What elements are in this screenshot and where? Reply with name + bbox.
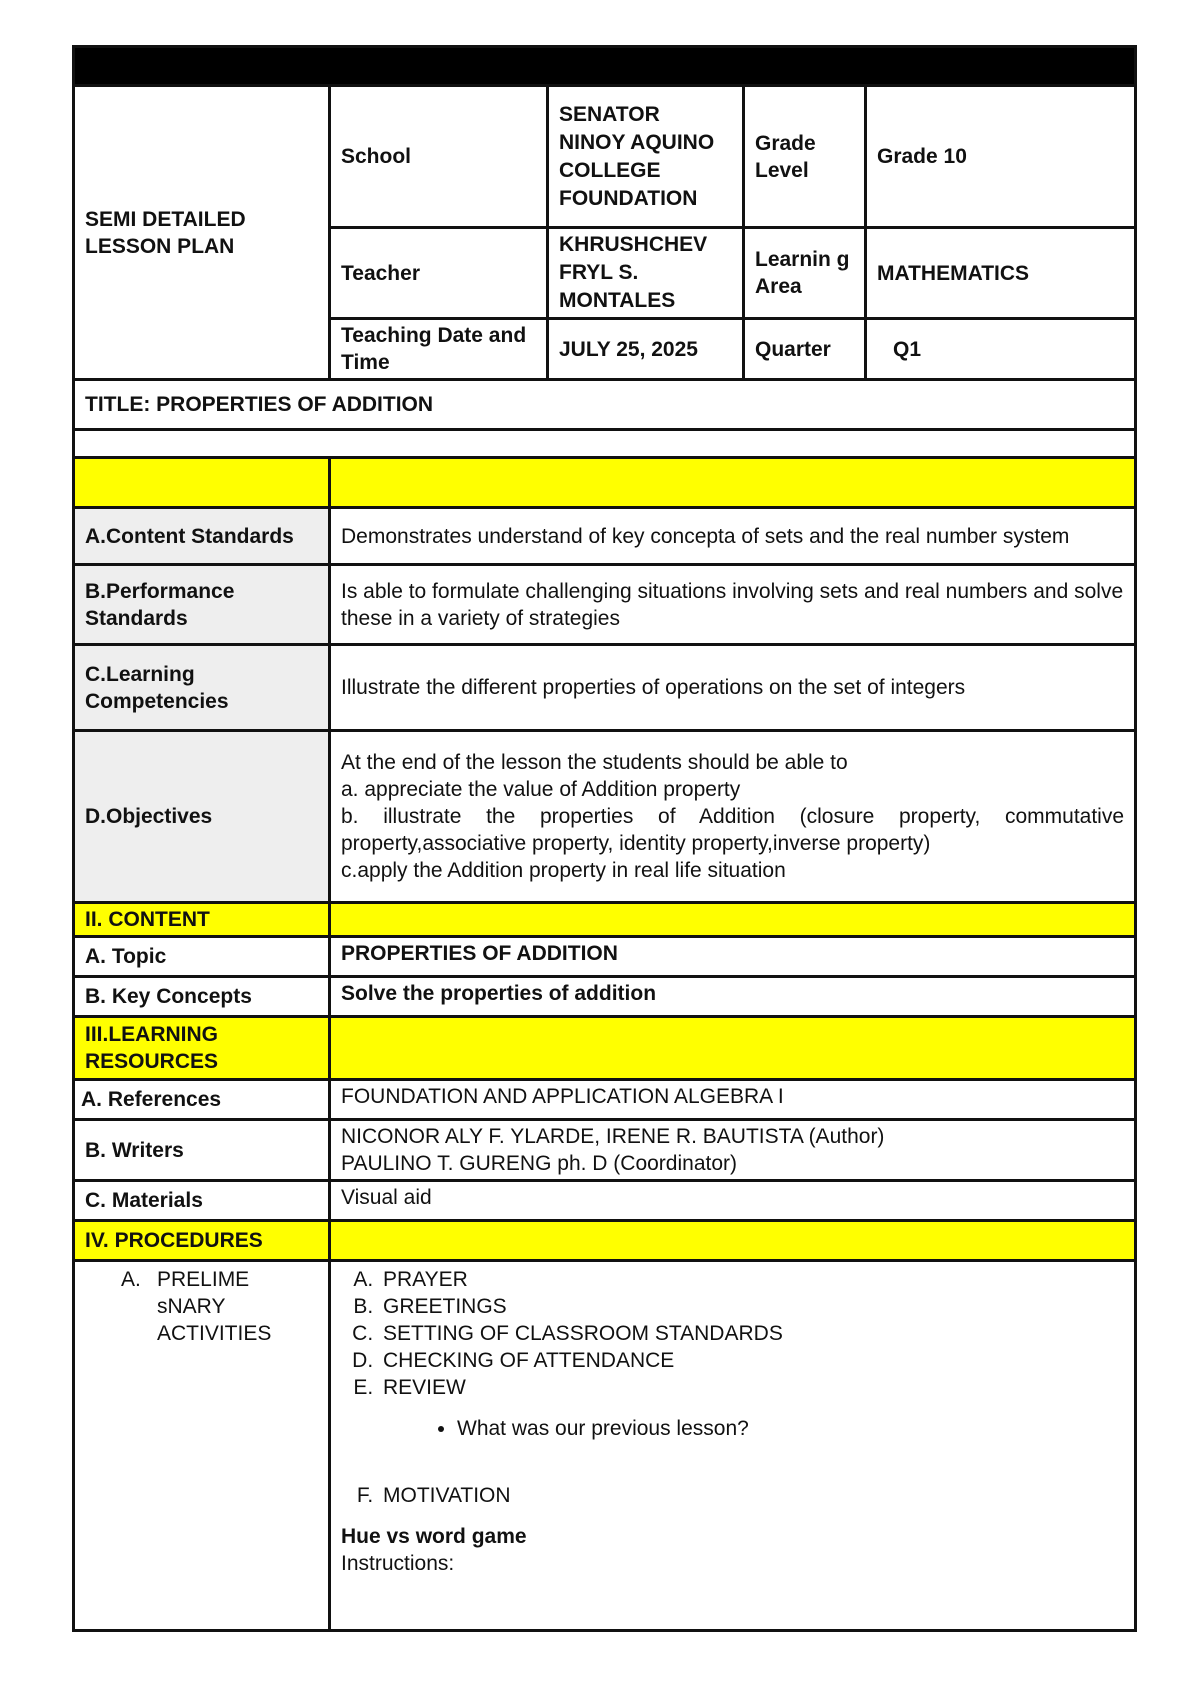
school-label: School xyxy=(330,86,548,228)
preliminary-activities-label: PRELIME sNARY ACTIVITIES xyxy=(157,1268,272,1345)
learning-competencies-value: Illustrate the different properties of operations on the set of integers xyxy=(330,645,1136,731)
plan-type: SEMI DETAILED LESSON PLAN xyxy=(74,86,330,380)
writer-line: PAULINO T. GURENG ph. D (Coordinator) xyxy=(341,1152,738,1175)
instructions-label: Instructions: xyxy=(341,1552,455,1575)
teacher-label: Teacher xyxy=(330,228,548,319)
procedures-content xyxy=(330,1261,1136,1631)
performance-standards-row xyxy=(74,565,1136,645)
objective-line: c.apply the Addition property in real life situation xyxy=(341,859,786,882)
references-value: FOUNDATION AND APPLICATION ALGEBRA I xyxy=(330,1080,1136,1120)
motivation-list xyxy=(341,1482,1124,1509)
header-black-bar xyxy=(74,47,1136,86)
performance-standards-label: B.Performance Standards xyxy=(74,565,330,645)
objectives-yellow-header xyxy=(74,458,1136,508)
grade-level-value: Grade 10 xyxy=(866,86,1136,228)
procedures-heading-row xyxy=(74,1221,1136,1261)
list-item: A. PRAYER xyxy=(379,1266,1124,1293)
key-concepts-value: Solve the properties of addition xyxy=(330,977,1136,1017)
blank-row xyxy=(74,430,1136,458)
writers-label: B. Writers xyxy=(74,1120,330,1181)
content-heading-row xyxy=(74,903,1136,937)
objectives-row xyxy=(74,731,1136,903)
materials-value: Visual aid xyxy=(330,1181,1136,1221)
content-standards-label: A.Content Standards xyxy=(74,508,330,565)
materials-row xyxy=(74,1181,1136,1221)
key-concepts-row xyxy=(74,977,1136,1017)
references-row xyxy=(74,1080,1136,1120)
references-label: A. References xyxy=(74,1080,330,1120)
key-concepts-label: B. Key Concepts xyxy=(74,977,330,1017)
learning-competencies-label: C.Learning Competencies xyxy=(74,645,330,731)
content-heading: II. CONTENT xyxy=(74,903,330,937)
procedures-heading: IV. PROCEDURES xyxy=(74,1221,330,1261)
list-item: B. GREETINGS xyxy=(379,1293,1124,1320)
game-title: Hue vs word game xyxy=(341,1525,527,1548)
learning-area-value: MATHEMATICS xyxy=(866,228,1136,319)
grade-level-label: Grade Level xyxy=(744,86,866,228)
objective-line: a. appreciate the value of Addition property xyxy=(341,778,741,801)
header-row-school xyxy=(74,86,1136,228)
quarter-label: Quarter xyxy=(744,319,866,380)
list-item: D. CHECKING OF ATTENDANCE xyxy=(379,1347,1124,1374)
school-value: SENATOR NINOY AQUINO COLLEGE FOUNDATION xyxy=(548,86,744,228)
list-item: F. MOTIVATION xyxy=(379,1482,1124,1509)
lesson-plan-table xyxy=(72,45,1137,1632)
preliminary-activities-cell xyxy=(74,1261,330,1631)
topic-row xyxy=(74,937,1136,977)
list-marker: A. xyxy=(121,1268,141,1291)
teaching-date-label: Teaching Date and Time xyxy=(330,319,548,380)
procedure-list xyxy=(341,1266,1124,1401)
performance-standards-value: Is able to formulate challenging situations involving sets and real numbers and solve these in a variety of strategies xyxy=(330,565,1136,645)
content-standards-row xyxy=(74,508,1136,565)
materials-label: C. Materials xyxy=(74,1181,330,1221)
learning-area-label: Learnin g Area xyxy=(744,228,866,319)
list-item: C. SETTING OF CLASSROOM STANDARDS xyxy=(379,1320,1124,1347)
title-row xyxy=(74,380,1136,430)
objectives-value xyxy=(330,731,1136,903)
preliminary-activities-row xyxy=(74,1261,1136,1631)
topic-value: PROPERTIES OF ADDITION xyxy=(330,937,1136,977)
teaching-date-value: JULY 25, 2025 xyxy=(548,319,744,380)
lesson-plan-document xyxy=(72,45,1134,1632)
topic-label: A. Topic xyxy=(74,937,330,977)
writer-line: NICONOR ALY F. YLARDE, IRENE R. BAUTISTA (Author) xyxy=(341,1125,885,1148)
resources-heading-row xyxy=(74,1017,1136,1080)
lesson-title: TITLE: PROPERTIES OF ADDITION xyxy=(74,380,1136,430)
learning-competencies-row xyxy=(74,645,1136,731)
objectives-label: D.Objectives xyxy=(74,731,330,903)
resources-heading: III.LEARNING RESOURCES xyxy=(74,1017,330,1080)
writers-value xyxy=(330,1120,1136,1181)
review-question-list xyxy=(341,1415,1124,1442)
objective-line: b. illustrate the properties of Addition (closure property, commutative property,associative property, identity property,inverse property) xyxy=(341,805,1125,855)
writers-row xyxy=(74,1120,1136,1181)
teacher-value: KHRUSHCHEV FRYL S. MONTALES xyxy=(548,228,744,319)
objective-line: At the end of the lesson the students should be able to xyxy=(341,751,848,774)
review-question: • What was our previous lesson? xyxy=(457,1415,1124,1442)
list-item: E. REVIEW xyxy=(379,1374,1124,1401)
content-standards-value: Demonstrates understand of key concepta of sets and the real number system xyxy=(330,508,1136,565)
quarter-value: Q1 xyxy=(866,319,1136,380)
